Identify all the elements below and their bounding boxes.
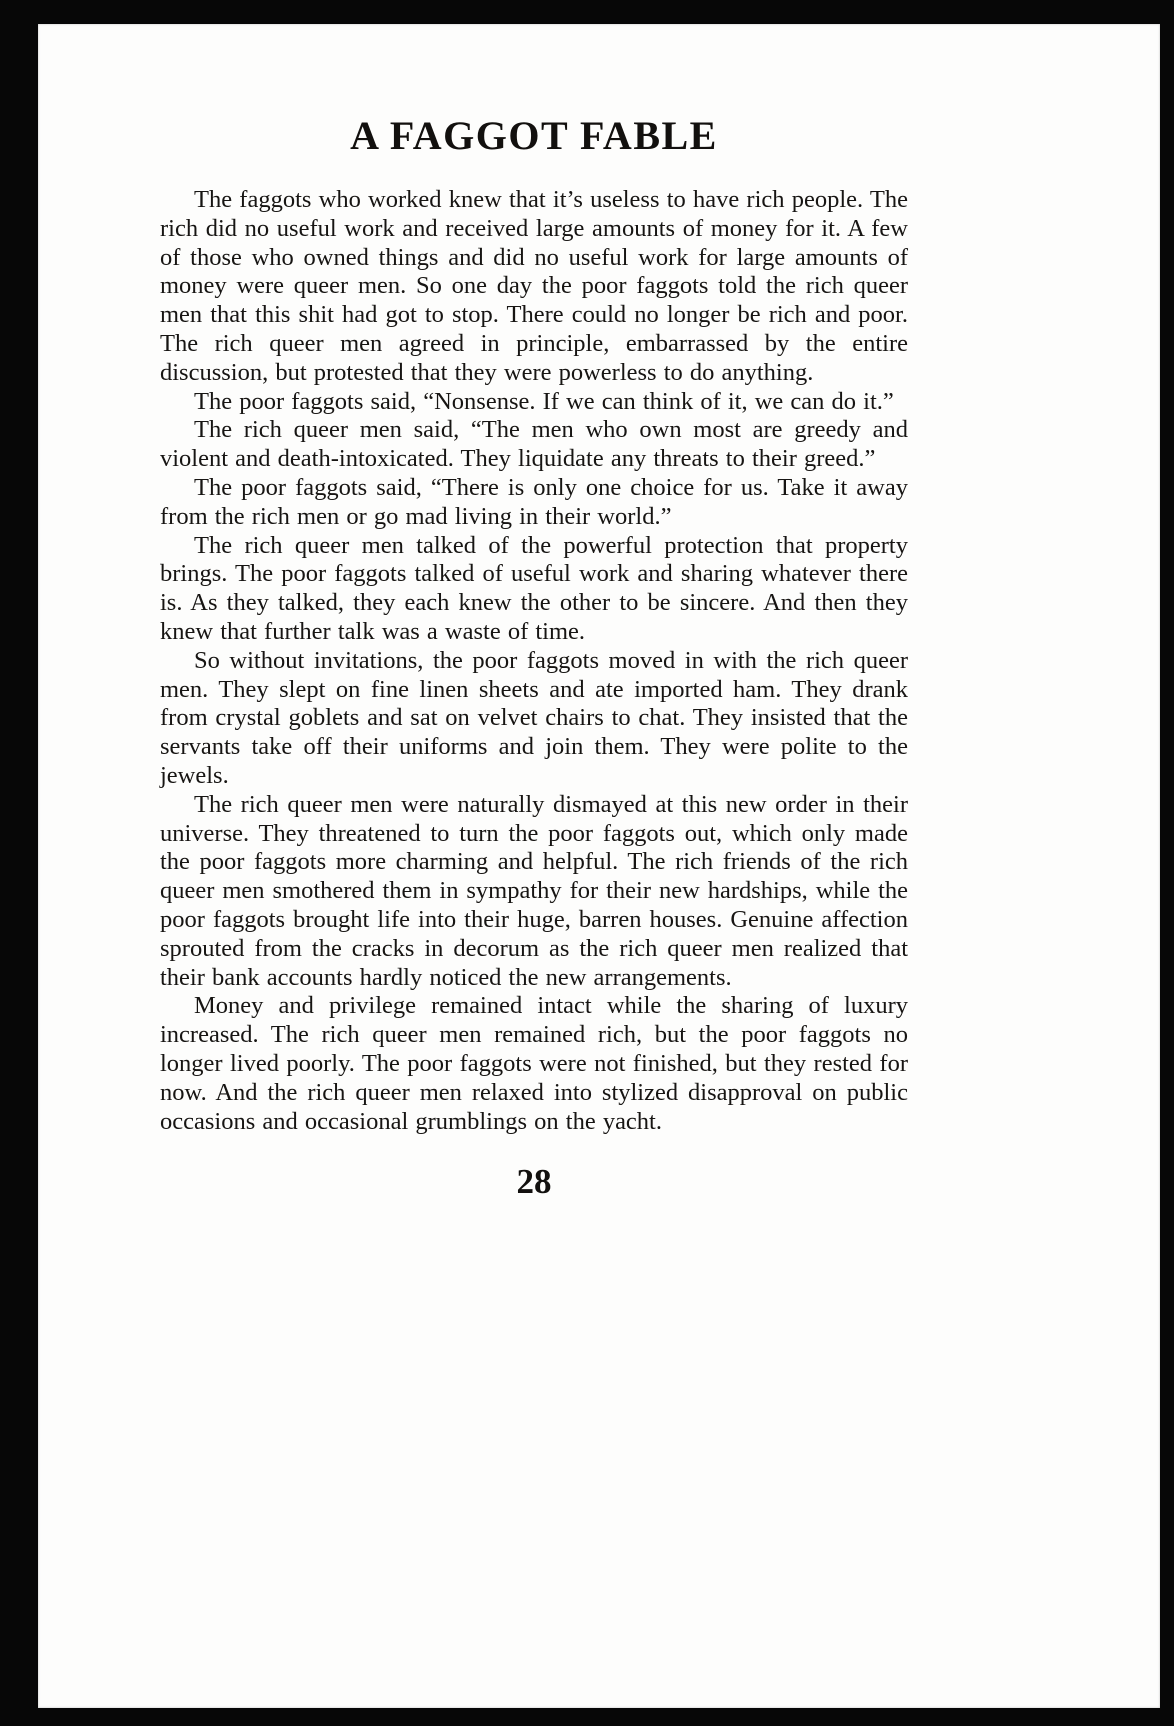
paragraph: The rich queer men said, “The men who own most are greedy and violent and death-intoxicated. They liquidate any threats to their greed.” <box>160 416 908 473</box>
paragraph: The rich queer men talked of the powerful protection that property brings. The poor faggots talked of useful work and sharing whatever there is. As they talked, they each knew the other to be sincere. And then they knew that further talk was a waste of time. <box>160 531 908 645</box>
paragraph: The poor faggots said, “There is only one choice for us. Take it away from the rich men or go mad living in their world.” <box>160 473 908 530</box>
body-text <box>160 186 908 1136</box>
paragraph: The rich queer men were naturally dismayed at this new order in their universe. They threatened to turn the poor faggots out, which only made the poor faggots more charming and helpful. The rich friends of the rich queer men smothered them in sympathy for their new hardships, while the poor faggots brought life into their huge, barren houses. Genuine affection sprouted from the cracks in decorum as the rich queer men realized that their bank accounts hardly noticed the new arrangements. <box>160 790 908 991</box>
paragraph: The faggots who worked knew that it’s useless to have rich people. The rich did no useful work and received large amounts of money for it. A few of those who owned things and did no useful work for large amounts of money were queer men. So one day the poor faggots told the rich queer men that this shit had got to stop. There could no longer be rich and poor. The rich queer men agreed in principle, embarrassed by the entire discussion, but protested that they were powerless to do anything. <box>160 186 908 386</box>
paragraph: The poor faggots said, “Nonsense. If we can think of it, we can do it.” <box>194 387 894 415</box>
paragraph: Money and privilege remained intact while the sharing of luxury increased. The rich queer men remained rich, but the poor faggots no longer lived poorly. The poor faggots were not finished, but they rested for now. And the rich queer men relaxed into stylized disapproval on public occasions and occasional grumblings on the yacht. <box>160 992 908 1135</box>
page-title: A FAGGOT FABLE <box>350 113 718 158</box>
paragraph: So without invitations, the poor faggots moved in with the rich queer men. They slept on fine linen sheets and ate imported ham. They drank from crystal goblets and sat on velvet chairs to chat. They insisted that the servants take off their uniforms and join them. They were polite to the jewels. <box>160 646 908 789</box>
page-number: 28 <box>516 1162 552 1202</box>
text-block <box>160 24 908 1202</box>
book-page <box>38 24 1160 1708</box>
